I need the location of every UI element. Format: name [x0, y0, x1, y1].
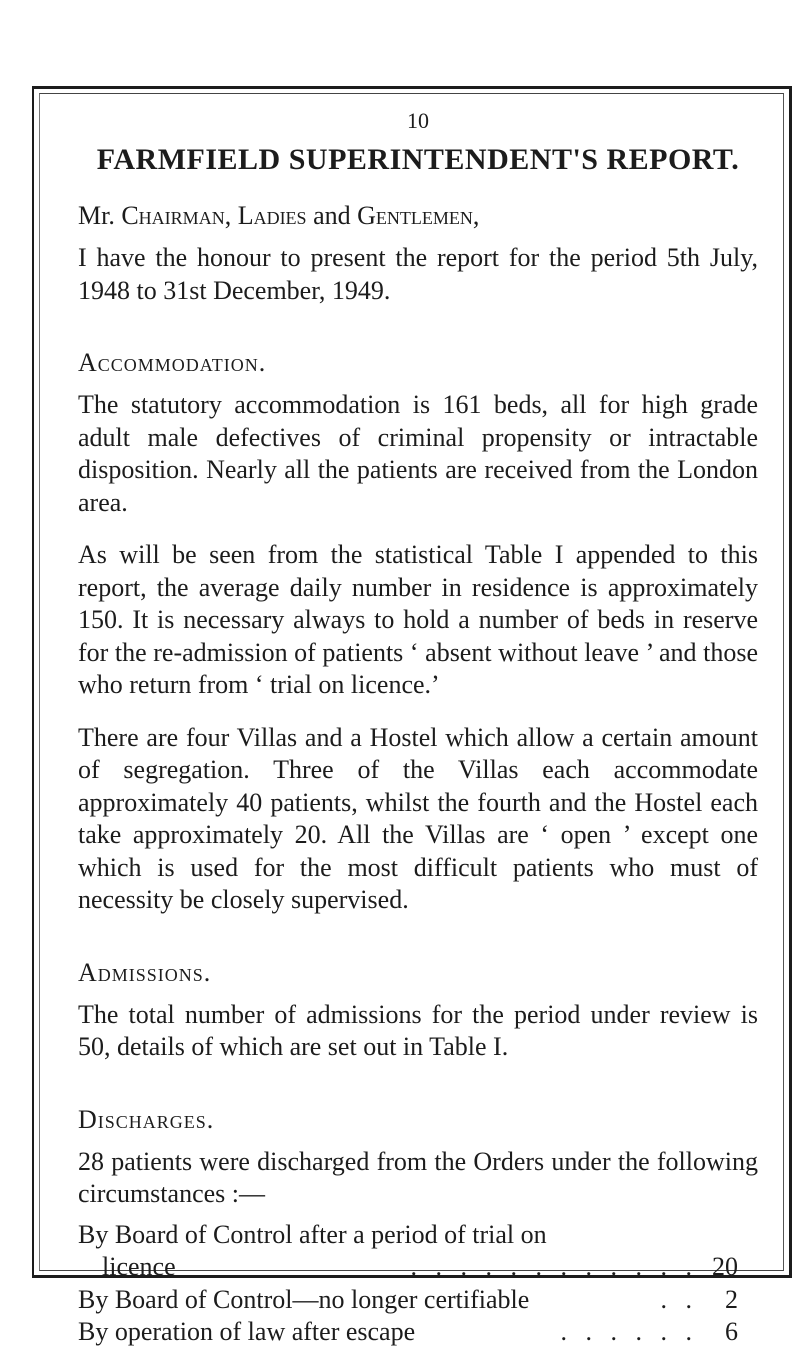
- salutation-prefix: Mr.: [78, 201, 122, 230]
- leader-dots: . . . . . . . . . . . .: [410, 1252, 698, 1281]
- accommodation-heading: Accommodation.: [78, 348, 267, 377]
- discharges-paragraph: 28 patients were discharged from the Orders under the following circumstances :—: [78, 1146, 758, 1208]
- leader-dots: . . . . . .: [560, 1317, 698, 1346]
- report-page: [78, 108, 758, 1349]
- page-title: FARMFIELD SUPERINTENDENT'S REPORT.: [96, 143, 740, 176]
- page-number: 10: [407, 108, 429, 133]
- list-item-value: 20: [712, 1252, 738, 1281]
- salutation: [78, 200, 758, 232]
- list-item-text: By Board of Control—no longer certifiable: [78, 1284, 530, 1314]
- list-item: [78, 1219, 758, 1284]
- list-item: [78, 1316, 738, 1349]
- admissions-heading: Admissions.: [78, 957, 212, 987]
- discharges-heading: Discharges.: [78, 1104, 215, 1134]
- list-item-row: [78, 1251, 738, 1284]
- list-item-line: By Board of Control after a period of trial on: [78, 1219, 547, 1249]
- list-item-value: 2: [725, 1284, 738, 1314]
- accommodation-paragraph-1: The statutory accommodation is 161 beds, all for high grade adult male defectives of criminal propensity or intractable disposition. Nearly all the patients are received from the London area.: [78, 390, 758, 517]
- accommodation-paragraph-3: There are four Villas and a Hostel which allow a certain amount of segregation. Three of the Villas each accommodate approximately 40 patients, whilst the fourth and the Hostel each take approximately 20. All the Villas are ‘ open ’ except one which is used for the most difficult patients who must of necessity be closely supervised.: [78, 722, 758, 914]
- discharge-list: [78, 1219, 758, 1349]
- salutation-end: ,: [472, 201, 480, 230]
- salutation-ladies: Ladies: [237, 201, 307, 230]
- salutation-gentlemen: Gentlemen: [357, 201, 473, 230]
- salutation-comma: ,: [224, 201, 238, 230]
- salutation-and: and: [306, 201, 358, 230]
- list-item-text: By operation of law after escape: [78, 1317, 416, 1346]
- admissions-paragraph: The total number of admissions for the period under review is 50, details of which are set out in Table I.: [78, 999, 758, 1061]
- salutation-chairman: Chairman: [121, 201, 225, 230]
- list-item-value: 6: [725, 1317, 738, 1346]
- leader-dots: . .: [660, 1284, 698, 1314]
- list-item: [78, 1284, 738, 1317]
- list-item-text: licence: [102, 1252, 176, 1281]
- accommodation-paragraph-2: As will be seen from the statistical Table I appended to this report, the average daily number in residence is approximately 150. It is necessary always to hold a number of beds in reserve for the re-admission of patients ‘ absent without leave ’ and those who return from ‘ trial on licence.’: [78, 540, 758, 699]
- intro-paragraph: I have the honour to present the report for the period 5th July, 1948 to 31st December, 1949.: [78, 243, 758, 305]
